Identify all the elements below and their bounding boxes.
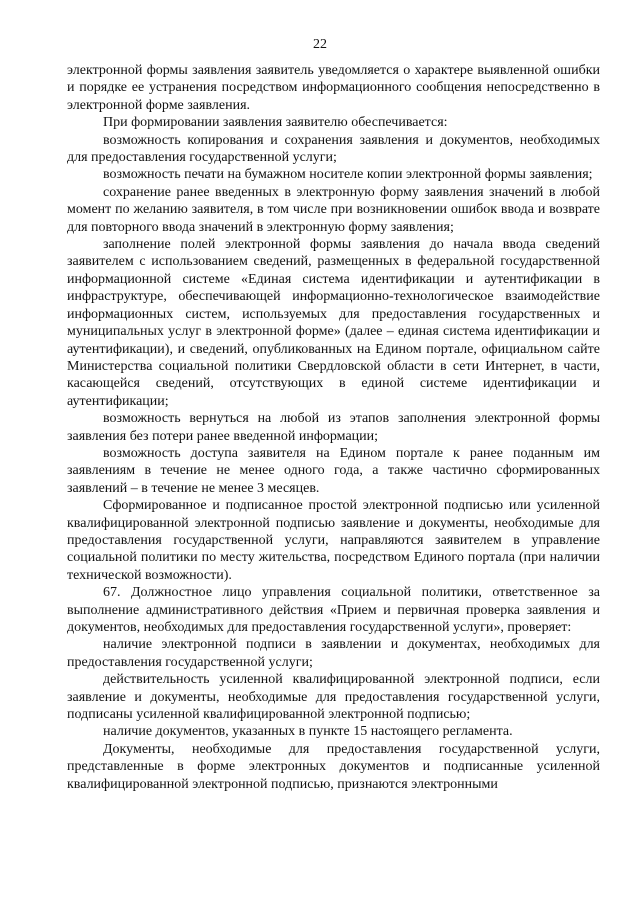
paragraph: возможность вернуться на любой из этапов заполнения электронной формы заявления без потери ранее введенной информации; [67, 411, 600, 444]
page-number: 22 [313, 37, 327, 52]
paragraph: наличие документов, указанных в пункте 15 настоящего регламента. [103, 724, 513, 740]
paragraph: Документы, необходимые для предоставления государственной услуги, представленные в форме электронных документов и подписанные усиленной квалифицированной электронной подписью, признаются электронными [67, 741, 600, 792]
paragraph: возможность печати на бумажном носителе копии электронной формы заявления; [103, 167, 593, 183]
paragraph: действительность усиленной квалифицированной электронной подписи, если заявление и документы, необходимые для предоставления государственной услуги, подписаны усиленной квалифицированной электронной подписью; [67, 672, 600, 723]
paragraph: возможность копирования и сохранения заявления и документов, необходимых для предоставления государственной услуги; [67, 132, 600, 166]
paragraph: заполнение полей электронной формы заявления до начала ввода сведений заявителем с использованием сведений, размещенных в федеральной государственной информационной системе «Единая система идентификации и аутентификации в инфраструктуре, обеспечивающей информационно-технологическое взаимодействие информационных систем, используемых для предоставления государственных и муниципальных услуг в электронной форме» (далее – единая система идентификации и аутентификации), и сведений, опубликованных на Едином портале, официальном сайте Министерства социальной политики Свердловской области в сети Интернет, в части, касающейся сведений, отсутствующих в единой системе идентификации и аутентификации; [67, 237, 600, 409]
body-text [67, 62, 600, 793]
paragraph: электронной формы заявления заявитель уведомляется о характере выявленной ошибки и порядке ее устранения посредством информационного сообщения непосредственно в электронной форме заявления. [67, 63, 600, 113]
paragraph: При формировании заявления заявителю обеспечивается: [103, 115, 448, 131]
paragraph: возможность доступа заявителя на Едином портале к ранее поданным им заявлениям в течение не менее одного года, а также частично сформированных заявлений – в течение не менее 3 месяцев. [67, 445, 600, 496]
paragraph: 67. Должностное лицо управления социальной политики, ответственное за выполнение административного действия «Прием и первичная проверка заявления и документов, необходимых для предоставления государственной услуги», проверяет: [67, 585, 600, 635]
paragraph: Сформированное и подписанное простой электронной подписью или усиленной квалифицированной электронной подписью заявление и документы, необходимые для предоставления государственной услуги, направляются заявителем в управление социальной политики по месту жительства, посредством Единого портала (при наличии технической возможности). [67, 498, 600, 583]
paragraph: сохранение ранее введенных в электронную форму заявления значений в любой момент по желанию заявителя, в том числе при возникновении ошибок ввода и возврате для повторного ввода значений в электронную форму заявления; [67, 184, 600, 235]
paragraph: наличие электронной подписи в заявлении и документах, необходимых для предоставления государственной услуги; [67, 637, 600, 670]
